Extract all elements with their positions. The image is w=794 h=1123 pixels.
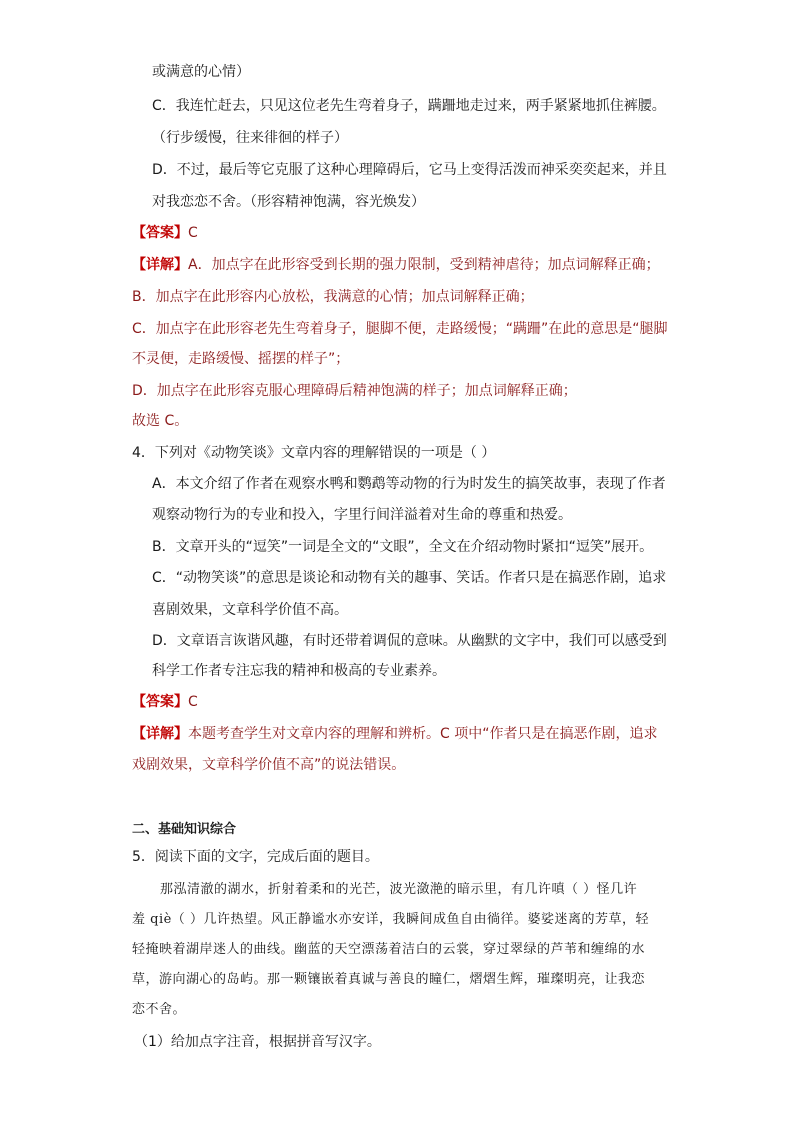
- detail-tag: 【详解】: [132, 257, 188, 273]
- answer-value: C: [188, 225, 198, 241]
- q4-detail-line2: 戏剧效果，文章科学价值不高”的说法错误。: [132, 757, 406, 773]
- q4-option-d-line1: D．文章语言诙谐风趣，有时还带着调侃的意味。从幽默的文字中，我们可以感受到: [152, 633, 667, 649]
- q5-passage-line4: 草，游向湖心的岛屿。那一颗镶嵌着真诚与善良的瞳仁，熠熠生辉，璀璨明亮，让我恋: [132, 972, 646, 987]
- q3-option-d-line2: 对我恋恋不舍。（形容精神饱满，容光焕发）: [152, 194, 425, 210]
- q4-option-a-line1: A．本文介绍了作者在观察水鸭和鹦鹉等动物的行为时发生的搞笑故事，表现了作者: [152, 476, 666, 492]
- q5-passage-line1: 那泓清澈的湖水，折射着柔和的光芒，波光潋滟的暗示里，有几许嗔（ ）怪几许: [160, 882, 638, 897]
- q4-option-a-line2: 观察动物行为的专业和投入，字里行间洋溢着对生命的尊重和热爱。: [152, 507, 572, 523]
- q4-answer: [132, 692, 198, 712]
- answer-tag: 【答案】: [132, 225, 188, 241]
- q5-stem: 5．阅读下面的文字，完成后面的题目。: [132, 849, 379, 865]
- q3-answer: [132, 223, 198, 243]
- q4-option-b: B．文章开头的“逗笑”一词是全文的“文眼”，全文在介绍动物时紧扣“逗笑”展开。: [152, 539, 654, 555]
- q3-detail-line4: 不灵便，走路缓慢、摇摆的样子”；: [132, 351, 350, 367]
- answer-value: C: [188, 694, 198, 710]
- answer-tag: 【答案】: [132, 694, 188, 710]
- detail-text: 本题考查学生对文章内容的理解和辨析。C 项中“作者只是在搞恶作剧，追求: [188, 726, 658, 742]
- section-title: 二、基础知识综合: [132, 822, 237, 837]
- q5-passage-line2: 羞 qiè（ ）几许热望。风正静谧水亦安详，我瞬间成鱼自由徜徉。婆娑迷离的芳草，轻: [132, 912, 649, 927]
- q3-detail-line6: 故选 C。: [132, 413, 189, 429]
- detail-text: A．加点字在此形容受到长期的强力限制，受到精神虐待；加点词解释正确；: [188, 257, 660, 273]
- q3-detail-line1: [132, 255, 660, 275]
- q3-option-d-line1: D．不过，最后等它克服了这种心理障碍后，它马上变得活泼而神采奕奕起来，并且: [152, 162, 667, 178]
- q4-option-d-line2: 科学工作者专注忘我的精神和极高的专业素养。: [152, 663, 446, 679]
- q3-option-c-line1: C．我连忙赶去，只见这位老先生弯着身子，蹒跚地走过来，两手紧紧地抓住裤腰。: [152, 98, 666, 114]
- q4-option-c-line1: C．“动物笑谈”的意思是谈论和动物有关的趣事、笑话。作者只是在搞恶作剧，追求: [152, 570, 667, 586]
- q3-detail-line2: B．加点字在此形容内心放松，我满意的心情；加点词解释正确；: [132, 289, 534, 305]
- q5-passage-line3: 轻掩映着湖岸迷人的曲线。幽蓝的天空漂荡着洁白的云裳，穿过翠绿的芦苇和缠绵的水: [132, 942, 646, 957]
- q3-option-c-line2: （行步缓慢，往来徘徊的样子）: [152, 130, 348, 146]
- q3-option-b-tail: 或满意的心情）: [152, 64, 250, 80]
- q4-option-c-line2: 喜剧效果，文章科学价值不高。: [152, 602, 348, 618]
- q5-passage-line5: 恋不舍。: [132, 1002, 187, 1017]
- detail-tag: 【详解】: [132, 726, 188, 742]
- q3-detail-line3: C．加点字在此形容老先生弯着身子，腿脚不便，走路缓慢；“蹒跚”在此的意思是“腿脚: [132, 321, 668, 337]
- q5-subquestion-1: （1）给加点字注音，根据拼音写汉字。: [134, 1034, 381, 1050]
- q4-stem: 4．下列对《动物笑谈》文章内容的理解错误的一项是（ ）: [132, 445, 496, 461]
- q3-detail-line5: D．加点字在此形容克服心理障碍后精神饱满的样子；加点词解释正确；: [132, 383, 577, 399]
- q4-detail-line1: [132, 724, 657, 744]
